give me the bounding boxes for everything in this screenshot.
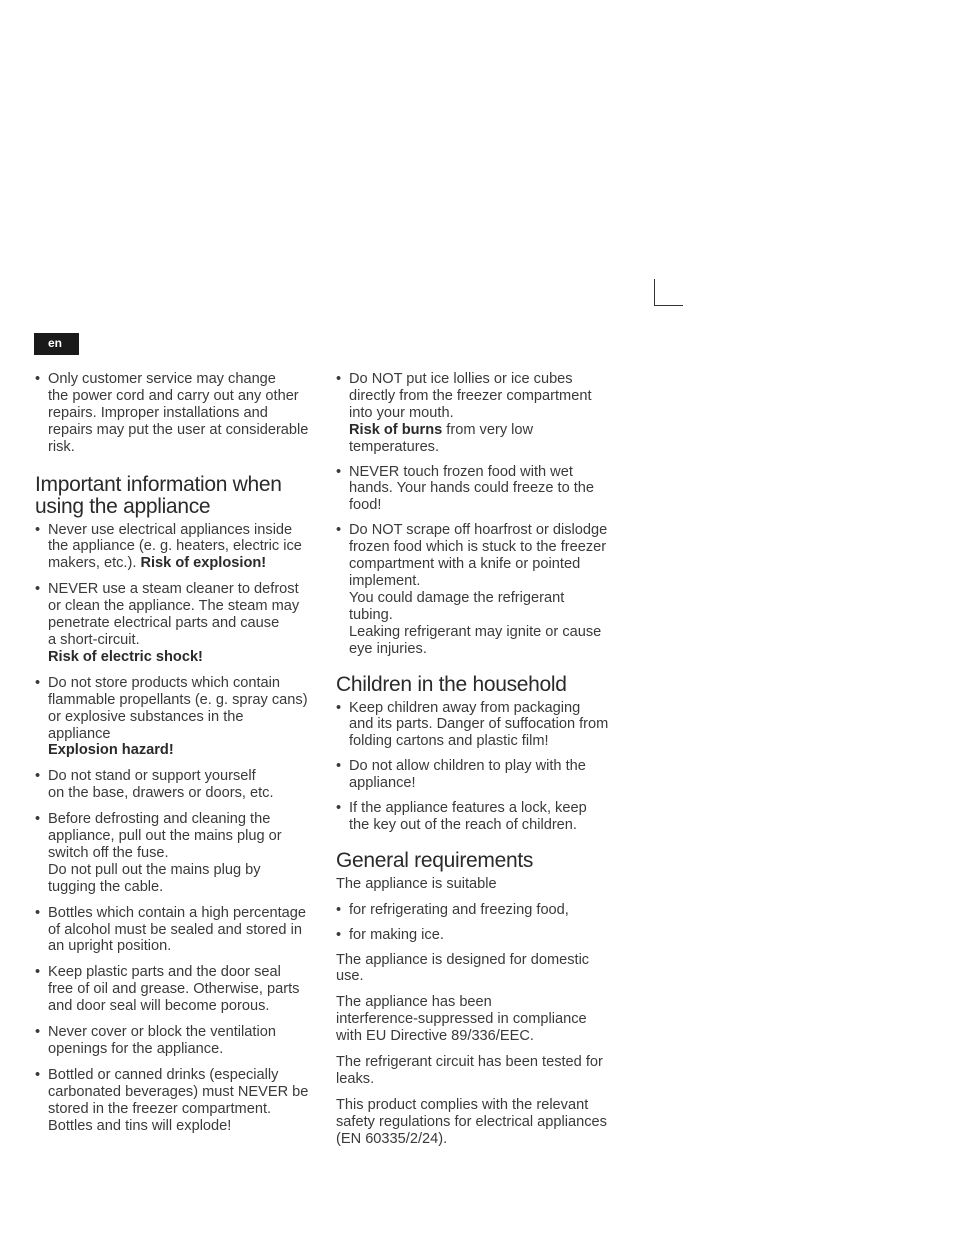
warning-text: Explosion hazard!: [48, 742, 174, 759]
text-line: flammable propellants (e. g. spray cans): [48, 691, 308, 708]
text-line: of alcohol must be sealed and stored in: [48, 921, 302, 938]
warning-text: Risk of explosion!: [140, 555, 267, 572]
text-line: • Bottles which contain a high percentage: [48, 904, 306, 921]
text-line: leaks.: [336, 1071, 375, 1087]
important-info-list: [35, 522, 320, 1135]
text-line-mixed: [48, 555, 320, 572]
plain-text: makers, etc.).: [48, 555, 141, 572]
text-line: • Only customer service may change: [48, 371, 276, 387]
text-line: carbonated beverages) must NEVER be: [48, 1083, 309, 1100]
text-line: on the base, drawers or doors, etc.: [48, 785, 274, 802]
list-item: [35, 811, 320, 896]
text-line: and its parts. Danger of suffocation from: [349, 716, 609, 733]
text-line: the power cord and carry out any other: [48, 387, 299, 404]
paragraph: [336, 1054, 621, 1088]
text-line: with EU Directive 89/336/EEC.: [336, 1028, 534, 1045]
general-intro: The appliance is suitable: [336, 875, 497, 892]
text-line: safety regulations for electrical appliances: [336, 1113, 607, 1130]
text-line: repairs. Improper installations and: [48, 404, 268, 421]
text-line: appliance: [48, 725, 111, 742]
list-item: [35, 1024, 320, 1058]
text-line: • Keep children away from packaging: [349, 699, 581, 716]
section-heading-children: Children in the household: [336, 672, 567, 696]
plain-text: from very low: [442, 421, 534, 438]
section-heading-general: General requirements: [336, 848, 534, 872]
text-line: • Keep plastic parts and the door seal: [48, 964, 281, 981]
text-line: eye injuries.: [349, 640, 427, 657]
text-line: interference-suppressed in compliance: [336, 1011, 587, 1028]
text-line: food!: [349, 497, 382, 514]
warning-text: Risk of electric shock!: [48, 648, 203, 665]
text-line: an upright position.: [48, 938, 172, 955]
text-line: temperatures.: [349, 438, 440, 455]
text-line: • Do not stand or support yourself: [48, 768, 256, 785]
text-line: tugging the cable.: [48, 878, 164, 895]
text-line: directly from the freezer compartment: [349, 387, 592, 404]
children-list: [336, 700, 621, 834]
list-item: [35, 581, 320, 666]
text-line: the appliance (e. g. heaters, electric ice: [48, 538, 302, 555]
list-item: [35, 1067, 320, 1135]
text-line: • Before defrosting and cleaning the: [48, 811, 271, 828]
text-line: frozen food which is stuck to the freezer: [349, 539, 607, 556]
text-line: • Do NOT put ice lollies or ice cubes: [349, 371, 573, 387]
list-item: [35, 905, 320, 956]
text-line: The appliance is designed for domestic: [336, 951, 590, 968]
text-line: switch off the fuse.: [48, 844, 169, 861]
list-item: [336, 758, 621, 792]
text-line: • If the appliance features a lock, keep: [349, 800, 587, 817]
right-column: [336, 371, 621, 1157]
list-item: [35, 768, 320, 802]
left-column: [35, 371, 320, 1144]
right-top-list: [336, 371, 621, 658]
text-line: free of oil and grease. Otherwise, parts: [48, 981, 300, 998]
text-line: • Do not allow children to play with the: [349, 758, 586, 775]
crop-mark: [654, 279, 683, 306]
text-line: compartment with a knife or pointed: [349, 556, 581, 573]
text-line: or explosive substances in the: [48, 708, 244, 725]
section-heading-important: [35, 474, 320, 518]
list-item: [336, 902, 621, 919]
list-item: [336, 371, 621, 456]
general-list: [336, 902, 621, 944]
heading-line: Important information when: [35, 472, 282, 496]
text-line: Leaking refrigerant may ignite or cause: [349, 623, 602, 640]
text-line: implement.: [349, 572, 421, 589]
text-line: tubing.: [349, 606, 393, 623]
text-line: • Never cover or block the ventilation: [48, 1024, 276, 1041]
text-line: You could damage the refrigerant: [349, 589, 565, 606]
paragraph: [336, 1097, 621, 1148]
text-line: stored in the freezer compartment.: [48, 1100, 272, 1117]
paragraph: [336, 952, 621, 986]
text-line: or clean the appliance. The steam may: [48, 598, 300, 615]
list-item: [35, 964, 320, 1015]
list-item: [336, 522, 621, 657]
paragraph: [336, 994, 621, 1045]
text-line: appliance, pull out the mains plug or: [48, 828, 282, 845]
list-item: [35, 371, 320, 456]
text-line: • Bottled or canned drinks (especially: [48, 1066, 279, 1083]
text-line: penetrate electrical parts and cause: [48, 615, 280, 632]
list-item: [336, 927, 621, 944]
text-line: • Never use electrical appliances inside: [48, 521, 293, 538]
text-line: • for refrigerating and freezing food,: [349, 901, 569, 918]
list-item: [35, 675, 320, 760]
text-line: repairs may put the user at considerable: [48, 421, 309, 438]
text-line: This product complies with the relevant: [336, 1096, 589, 1113]
text-line: folding cartons and plastic film!: [349, 733, 549, 750]
text-line: Bottles and tins will explode!: [48, 1117, 232, 1134]
text-line: • NEVER use a steam cleaner to defrost: [48, 581, 299, 598]
text-line: The refrigerant circuit has been tested for: [336, 1054, 603, 1071]
list-item: [336, 700, 621, 751]
text-line: appliance!: [349, 775, 416, 792]
text-line: into your mouth.: [349, 404, 454, 421]
text-line: risk.: [48, 438, 75, 455]
text-line: Do not pull out the mains plug by: [48, 861, 261, 878]
list-item: [336, 800, 621, 834]
text-line: a short-circuit.: [48, 631, 140, 648]
text-line-mixed: [349, 422, 621, 439]
list-item: [35, 522, 320, 573]
left-top-list: [35, 371, 320, 456]
text-line: openings for the appliance.: [48, 1041, 224, 1057]
text-line: • Do not store products which contain: [48, 674, 281, 691]
heading-line: using the appliance: [35, 494, 211, 518]
text-line: and door seal will become porous.: [48, 998, 270, 1015]
text-line: • for making ice.: [349, 926, 444, 943]
text-line: use.: [336, 968, 364, 985]
text-line: (EN 60335/2/24).: [336, 1130, 448, 1147]
text-line: • NEVER touch frozen food with wet: [349, 463, 573, 480]
text-line: The appliance has been: [336, 994, 492, 1011]
text-line: the key out of the reach of children.: [349, 816, 577, 833]
list-item: [336, 464, 621, 515]
text-line: • Do NOT scrape off hoarfrost or dislodge: [349, 522, 608, 539]
language-badge: en: [34, 333, 79, 355]
text-line: hands. Your hands could freeze to the: [349, 480, 595, 497]
warning-text: Risk of burns: [349, 421, 443, 438]
